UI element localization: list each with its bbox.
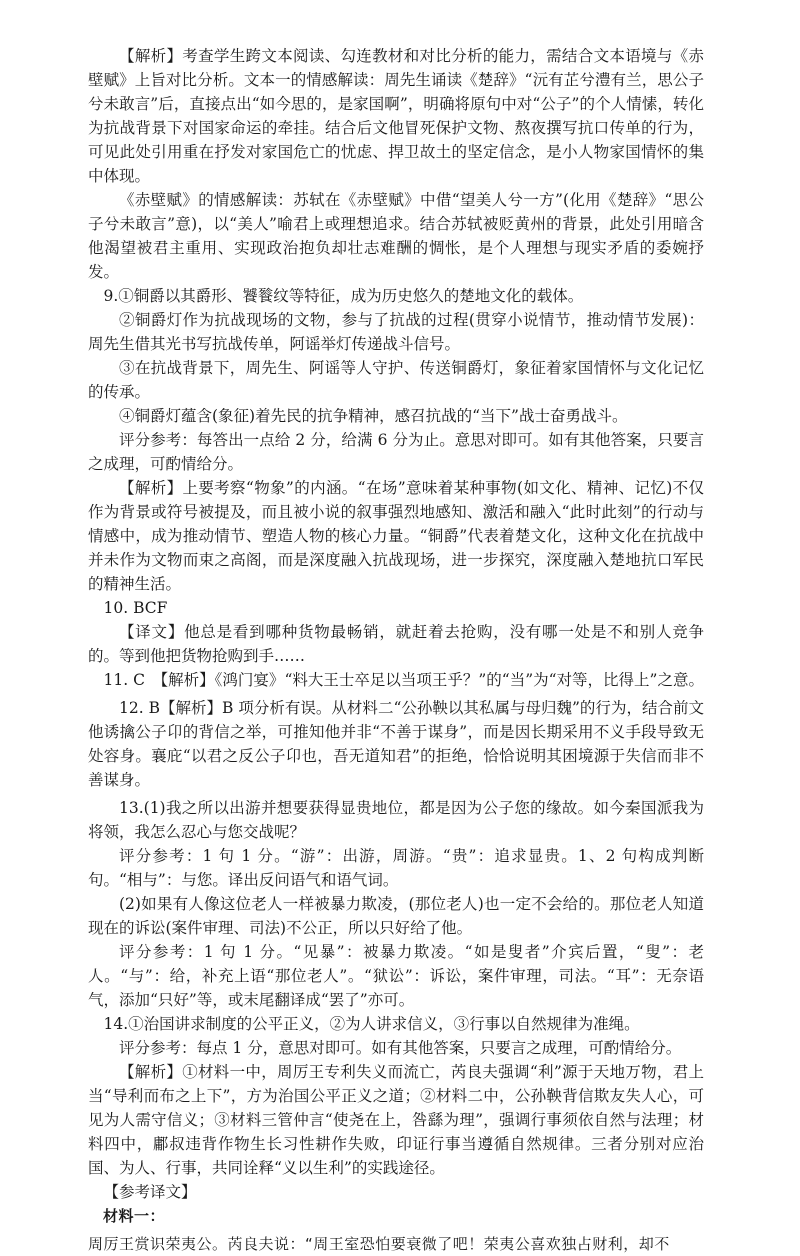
translation-text: 周厉王赏识荣夷公。芮良夫说：“周王室恐怕要衰微了吧！荣夷公喜欢独占财利，却不	[88, 1235, 670, 1253]
translation-paragraph: 【译文】他总是看到哪种货物最畅销，就赶着去抢购，没有哪一处是不和别人竞争的。等到他把货物抢购到手……	[88, 623, 704, 665]
answer-item: 14.①治国讲求制度的公平正义，②为人讲求信义，③行事以自然规律为准绳。	[103, 1015, 640, 1033]
analysis-paragraph: 【解析】考查学生跨文本阅读、勾连教材和对比分析的能力，需结合文本语境与《赤壁赋》上旨对比分析。文本一的情感解读：周先生诵读《楚辞》“沅有芷兮澧有兰，思公子兮未敢言”后，直接点出“如今思的，是家国啊”，明确将原句中对“公子”的个人情愫，转化为抗战背景下对国家命运的牵挂。结合后文他冒死保护文物、熬夜撰写抗口传单的行为，可见此处引用重在抒发对家国危亡的忧虑、捍卫故土的坚定信念，是小人物家国情怀的集中体现。	[88, 47, 704, 185]
answer-item: 12. B【解析】B 项分析有误。从材料二“公孙鞅以其私属与母归魏”的行为，结合前文他诱擒公子卬的背信之举，可推知他并非“不善于谋身”，而是因长期采用不义手段导致无处容身。襄庇“以君之反公子卬也，吾无道知君”的拒绝，恰恰说明其困境源于失信而非不善谋身。	[88, 699, 704, 789]
analysis-paragraph: 【解析】上要考察“物象”的内涵。“在场”意味着某种事物(如文化、精神、记忆)不仅作为背景或符号被提及，而且被小说的叙事强烈地感知、激活和融入“此时此刻”的行动与情感中，成为推动情节、塑造人物的核心力量。“铜爵”代表着楚文化，这种文化在抗战中并未作为文物而束之高阁，而是深度融入抗战现场，进一步探究，深度融入楚地抗口军民的精神生活。	[88, 479, 704, 593]
answer-item: (2)如果有人像这位老人一样被暴力欺凌，(那位老人)也一定不会给的。那位老人知道现在的诉讼(案件审理、司法)不公正，所以只好给了他。	[88, 895, 704, 937]
answer-item: ②铜爵灯作为抗战现场的文物，参与了抗战的过程(贯穿小说情节，推动情节发展)：周先生借其光书写抗战传单，阿谣举灯传递战斗信号。	[88, 311, 704, 353]
material-heading: 材料一：	[103, 1207, 166, 1225]
answer-item: ③在抗战背景下，周先生、阿谣等人守护、传送铜爵灯，象征着家国情怀与文化记忆的传承。	[88, 359, 704, 401]
answer-item: 10. BCF	[103, 599, 168, 617]
answer-item: 9.①铜爵以其爵形、饕餮纹等特征，成为历史悠久的楚地文化的载体。	[103, 287, 584, 305]
section-heading: 【参考译文】	[103, 1183, 197, 1201]
scoring-note: 评分参考：1 句 1 分。“见暴”：被暴力欺凌。“如是叟者”介宾后置，“叟”：老人。“与”：给，补充上语“那位老人”。“狱讼”：诉讼，案件审理，司法。“耳”：无奈语气，添加“只好”等，或末尾翻译成“罢了”亦可。	[88, 943, 704, 1009]
scoring-note: 评分参考：每点 1 分，意思对即可。如有其他答案，只要言之成理，可酌情给分。	[119, 1039, 682, 1057]
scoring-note: 评分参考：每答出一点给 2 分，给满 6 分为止。意思对即可。如有其他答案，只要言之成理，可酌情给分。	[88, 431, 704, 473]
scoring-note: 评分参考：1 句 1 分。“游”：出游，周游。“贵”：追求显贵。1、2 句构成判断句。“相与”：与您。译出反问语气和语气词。	[88, 847, 704, 889]
answer-item: 11. C 【解析】《鸿门宴》“料大王士卒足以当项王乎？”的“当”为“对等，比得上”之意。	[103, 671, 704, 689]
answer-item: 13.(1)我之所以出游并想要获得显贵地位，都是因为公子您的缘故。如今秦国派我为将领，我怎么忍心与您交战呢？	[88, 799, 704, 841]
answer-item: ④铜爵灯蕴含(象征)着先民的抗争精神，感召抗战的“当下”战士奋勇战斗。	[119, 407, 628, 425]
analysis-paragraph: 《赤壁赋》的情感解读：苏轼在《赤壁赋》中借“望美人兮一方”(化用《楚辞》“思公子兮未敢言”意)，以“美人”喻君上或理想追求。结合苏轼被贬黄州的背景，此处引用暗含他渴望被君主重用、实现政治抱负却壮志难酬的惆怅，是个人理想与现实矛盾的委婉抒发。	[88, 191, 704, 281]
analysis-paragraph: 【解析】①材料一中，周厉王专利失义而流亡，芮良夫强调“利”源于天地万物，君上当“导利而布之上下”，方为治国公平正义之道；②材料二中，公孙鞅背信欺友失人心，可见为人需守信义；③材料三管仲言“使尧在上，咎繇为理”，强调行事须依自然与法理；材料四中，鄘叔违背作物生长习性耕作失败，印证行事当遵循自然规律。三者分别对应治国、为人、行事，共同诠释“义以生利”的实践途径。	[88, 1063, 704, 1177]
